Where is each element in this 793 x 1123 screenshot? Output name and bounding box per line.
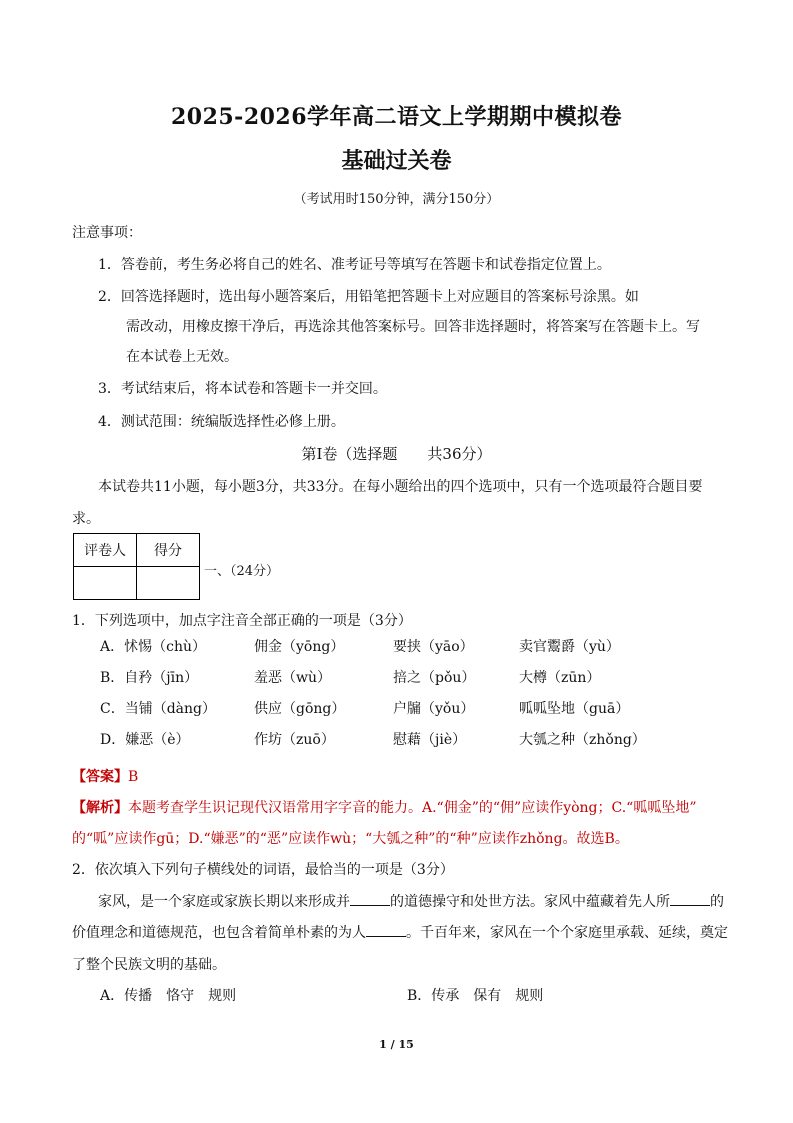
q1-option: A．怵惕（chù） (100, 639, 206, 655)
page-subtitle: 基础过关卷 (341, 148, 452, 174)
q1-option: 掊之（pǒu） (393, 670, 476, 686)
q1-option: C．当铺（dàng） (100, 701, 216, 717)
passage-text: 家风，是一个家庭或家族长期以来形成并 (98, 894, 350, 910)
q1-option: D．嫌恶（è） (100, 732, 190, 748)
q1-option: 羞恶（wù） (254, 670, 331, 686)
section-intro-cont: 求。 (72, 511, 100, 527)
q1-stem: 1．下列选项中，加点字注音全部正确的一项是（3分） (72, 613, 412, 629)
q1-answer (72, 766, 138, 786)
q1-option: 大瓠之种（zhǒng） (519, 732, 646, 748)
note-item: 4．测试范围：统编版选择性必修上册。 (98, 414, 345, 430)
q1-option: 户牖（yǒu） (393, 701, 475, 717)
answer-value: B (128, 769, 139, 785)
passage-text: 的道德操守和处世方法。家风中蕴藏着先人所 (390, 894, 670, 910)
q2-stem: 2．依次填入下列句子横线处的词语，最恰当的一项是（3分） (72, 862, 454, 878)
passage-text: 。千百年来，家风在一个个家庭里承载、延续，奠定 (406, 925, 728, 941)
q2-passage-line: 了整个民族文明的基础。 (72, 957, 226, 973)
q1-analysis-cont: 的“呱”应读作gū；D.“嫌恶”的“恶”应读作wù；“大瓠之种”的“种”应读作zhǒng。故选B。 (72, 831, 629, 847)
analysis-text: 本题考查学生识记现代汉语常用字字音的能力。A.“佣金”的“佣”应读作yòng；C.“呱呱坠地” (128, 800, 697, 816)
score-label: 得分 (137, 534, 200, 567)
answer-label: 【答案】 (72, 769, 128, 785)
note-item: 需改动，用橡皮擦干净后，再选涂其他答案标号。回答非选择题时，将答案写在答题卡上。写 (126, 319, 700, 335)
q1-option: B．自矜（jīn） (100, 670, 199, 686)
blank-line (366, 924, 406, 937)
note-item: 2．回答选择题时，选出每小题答案后，用铅笔把答题卡上对应题目的答案标号涂黑。如 (98, 289, 639, 305)
passage-text: 价值理念和道德规范，也包含着简单朴素的为人 (72, 925, 366, 941)
score-table (73, 533, 200, 600)
blank-line (350, 893, 390, 906)
grader-cell (74, 567, 137, 600)
page-number: 1 / 15 (379, 1038, 414, 1051)
q1-analysis (72, 797, 696, 817)
note-item: 在本试卷上无效。 (126, 349, 238, 365)
q1-option: 呱呱坠地（guā） (519, 701, 630, 717)
blank-line (670, 893, 710, 906)
analysis-label: 【解析】 (72, 800, 128, 816)
q2-passage-line (98, 891, 724, 911)
q1-option: 作坊（zuō） (254, 732, 335, 748)
q1-option: 大樽（zūn） (519, 670, 601, 686)
q1-option: 要挟（yāo） (393, 639, 474, 655)
grader-label: 评卷人 (74, 534, 137, 567)
q2-passage-line (72, 922, 728, 942)
section-heading: 第Ⅰ卷（选择题 共36分） (301, 445, 492, 463)
notes-heading: 注意事项： (72, 225, 142, 241)
page-title: 2025-2026学年高二语文上学期期中模拟卷 (170, 104, 623, 130)
q1-option: 佣金（yōng） (254, 639, 345, 655)
q1-option: 慰藉（jiè） (393, 732, 467, 748)
passage-text: 的 (710, 894, 724, 910)
exam-info: （考试用时150分钟，满分150分） (293, 192, 500, 207)
q1-option: 供应（gōng） (254, 701, 346, 717)
section-intro: 本试卷共11小题，每小题3分，共33分。在每小题给出的四个选项中，只有一个选项最符合题目要 (98, 479, 703, 495)
note-item: 1．答卷前，考生务必将自己的姓名、准考证号等填写在答题卡和试卷指定位置上。 (98, 257, 611, 273)
note-item: 3．考试结束后，将本试卷和答题卡一并交回。 (98, 381, 387, 397)
q2-option: B．传承 保有 规则 (407, 988, 544, 1004)
q2-option: A．传播 恪守 规则 (100, 988, 237, 1004)
part-label: 一、（24分） (204, 564, 280, 579)
score-cell (137, 567, 200, 600)
q1-option: 卖官鬻爵（yù） (519, 639, 620, 655)
